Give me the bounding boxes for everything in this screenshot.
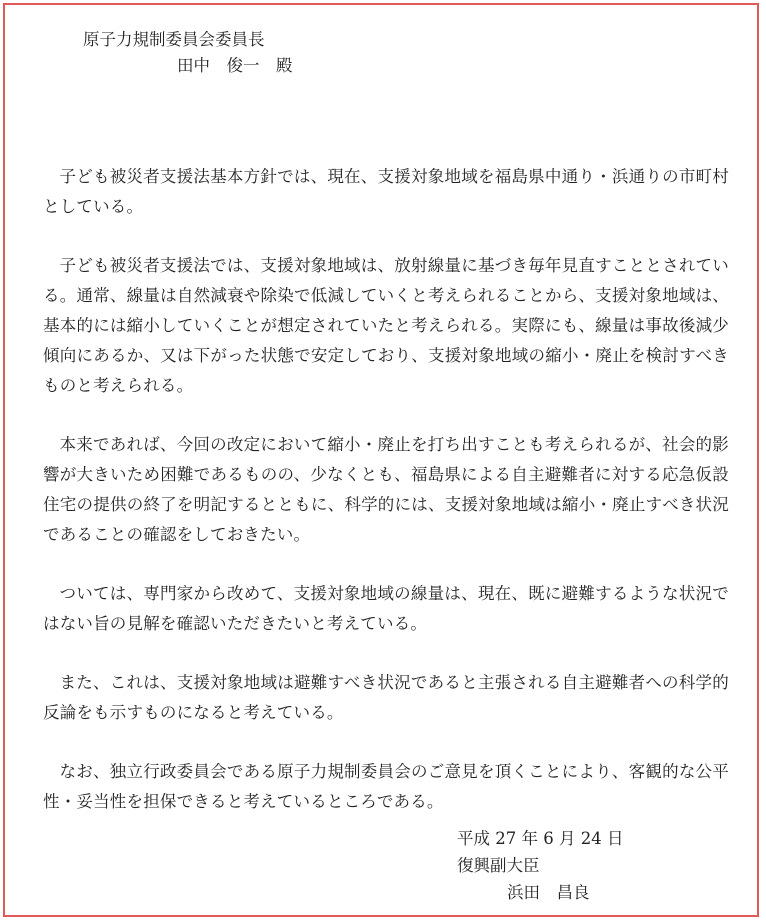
paragraph-6: なお、独立行政委員会である原子力規制委員会のご意見を頂くことにより、客観的な公平性・妥当性を担保できると考えているところである。 [43, 762, 729, 811]
paragraph-5: また、これは、支援対象地域は避難すべき状況であると主張される自主避難者への科学的反論をも示すものになると考えている。 [43, 673, 729, 722]
paragraph-3: 本来であれば、今回の改定において縮小・廃止を打ち出すことも考えられるが、社会的影響が大きいため困難であるものの、少なくとも、福島県による自主避難者に対する応急仮設住宅の提供の終了を明記するとともに、科学的には、支援対象地域は縮小・廃止すべき状況であることの確認をしておきたい。 [43, 435, 729, 544]
signature-position: 復興副大臣 [457, 856, 540, 875]
paragraph-4: ついては、専門家から改めて、支援対象地域の線量は、現在、既に避難するような状況ではない旨の見解を確認いただきたいと考えている。 [43, 584, 729, 633]
paragraph-1: 子ども被災者支援法基本方針では、現在、支援対象地域を福島県中通り・浜通りの市町村としている。 [43, 167, 729, 216]
paragraph-2: 子ども被災者支援法では、支援対象地域は、放射線量に基づき毎年見直すこととされている。通常、線量は自然減衰や除染で低減していくと考えられることから、支援対象地域は、基本的には縮小していくことが想定されていたと考えられる。実際にも、線量は事故後減少傾向にあるか、又は下がった状態で安定しており、支援対象地域の縮小・廃止を検討すべきものと考えられる。 [43, 256, 729, 395]
signature-block [457, 825, 623, 906]
addressee-title: 原子力規制委員会委員長 [83, 30, 265, 49]
addressee-block [83, 27, 293, 79]
letter-body [43, 162, 729, 846]
signature-name: 浜田 昌良 [507, 883, 590, 902]
addressee-name: 田中 俊一 殿 [177, 56, 293, 75]
signature-date: 平成 27 年 6 月 24 日 [457, 829, 624, 848]
document-frame [3, 3, 759, 917]
